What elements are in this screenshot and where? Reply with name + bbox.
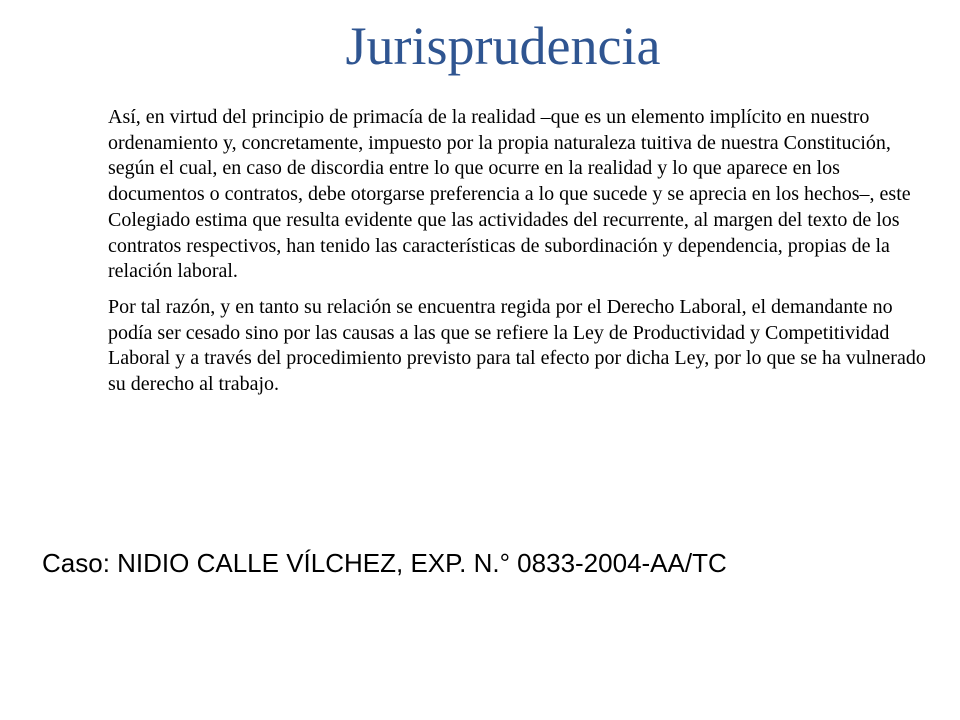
paragraph-labor-law: Por tal razón, y en tanto su relación se encuentra regida por el Derecho Laboral, el demandante no podía ser cesado sino por las causas a las que se refiere la Ley de Productividad y Competitividad Laboral y a través del procedimiento previsto para tal efecto por dicha Ley, por lo que se ha vulnerado su derecho al trabajo. <box>108 295 926 396</box>
paragraph-primacy-of-reality: Así, en virtud del principio de primacía de la realidad –que es un elemento implícito en nuestro ordenamiento y, concretamente, impuesto por la propia naturaleza tuitiva de nuestra Constitución, según el cual, en caso de discordia entre lo que ocurre en la realidad y lo que aparece en los documentos o contratos, debe otorgarse preferencia a lo que sucede y se aprecia en los hechos–, este Colegiado estima que resulta evidente que las actividades del recurrente, al margen del texto de los contratos respectivos, han tenido las características de subordinación y dependencia, propias de la relación laboral. <box>108 106 911 283</box>
slide-body <box>108 105 933 398</box>
slide-title: Jurisprudencia <box>345 16 661 76</box>
case-reference: Caso: NIDIO CALLE VÍLCHEZ, EXP. N.° 0833-2004-AA/TC <box>42 548 727 578</box>
